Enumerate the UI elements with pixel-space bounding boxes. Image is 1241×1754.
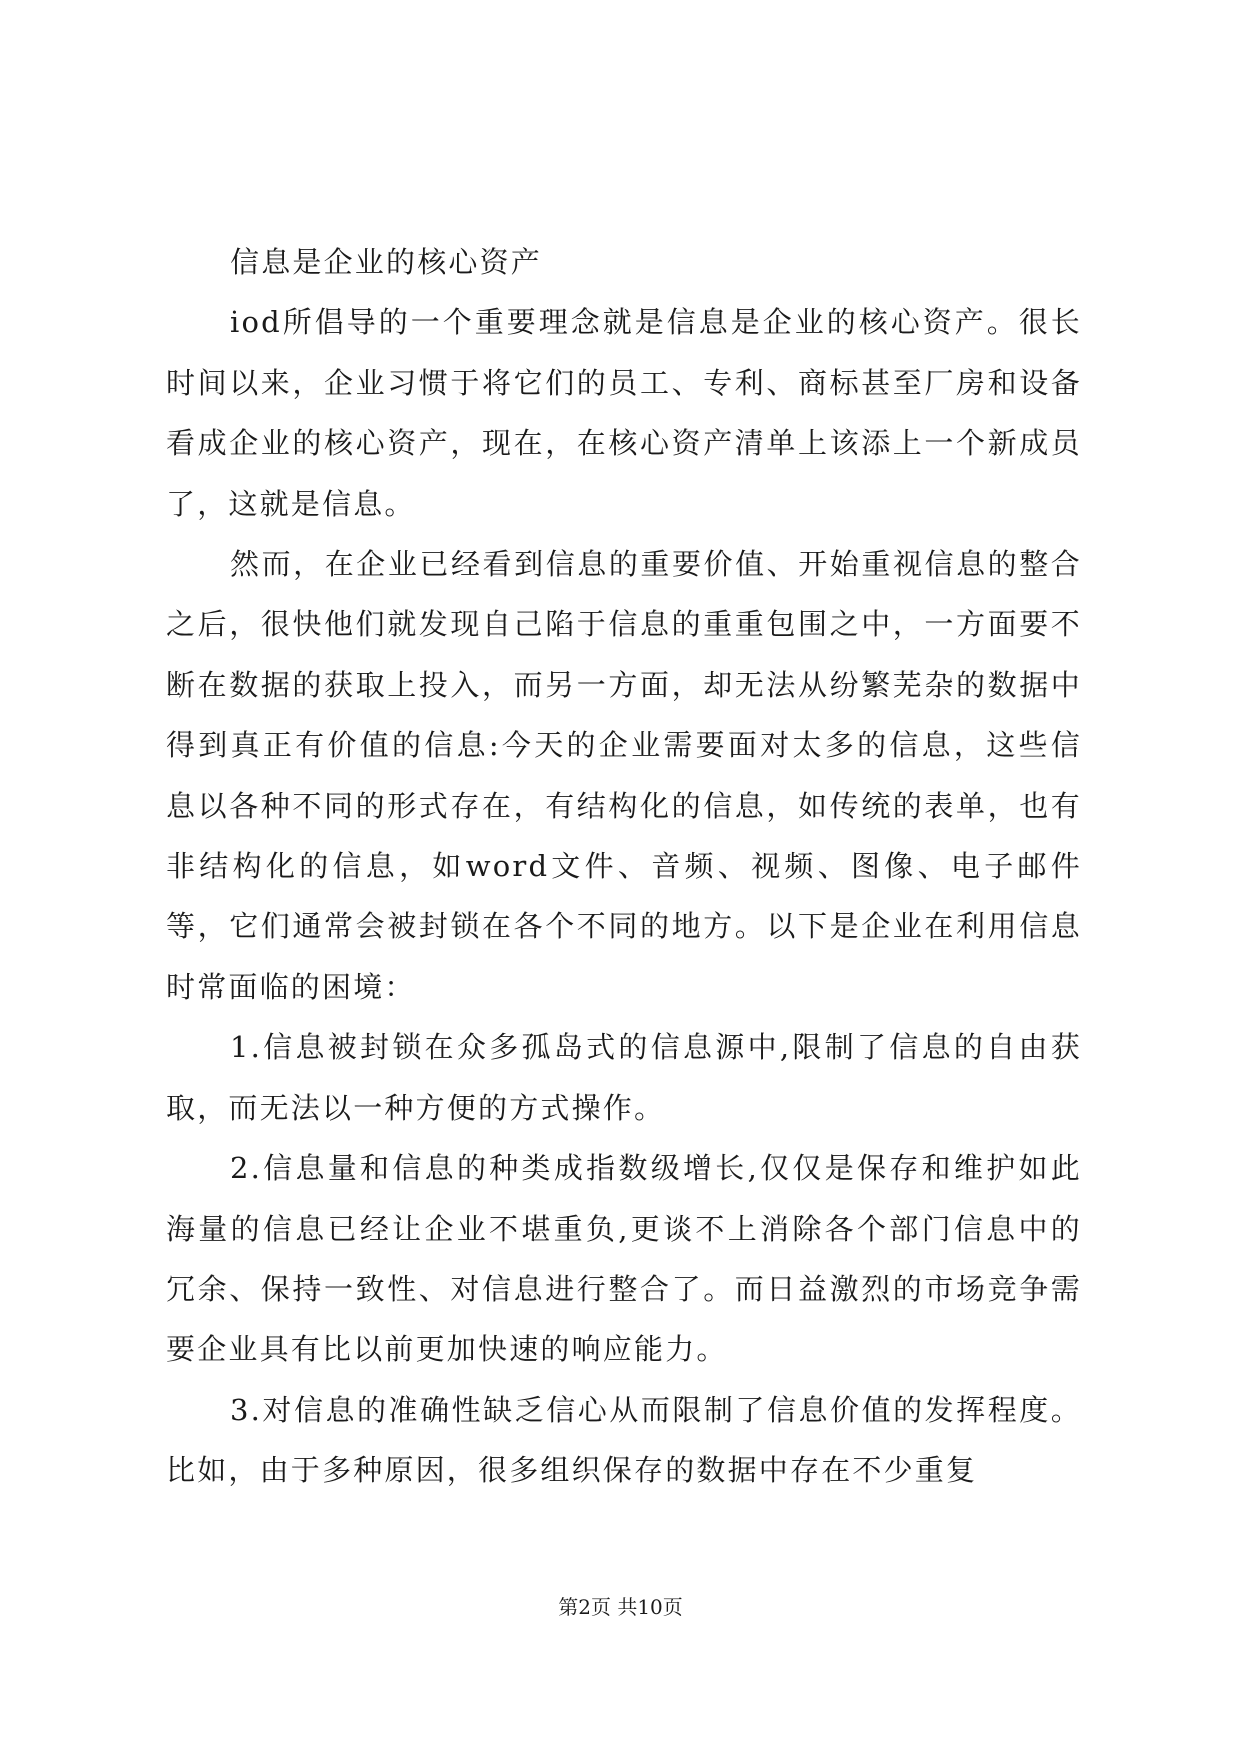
list-item-1: 1.信息被封锁在众多孤岛式的信息源中,限制了信息的自由获取，而无法以一种方便的方式操作。: [166, 1030, 1082, 1125]
section-heading: 信息是企业的核心资产: [230, 245, 543, 279]
page-number-footer: 第2页 共10页: [558, 1595, 683, 1619]
list-item-2: 2.信息量和信息的种类成指数级增长,仅仅是保存和维护如此海量的信息已经让企业不堪重负,更谈不上消除各个部门信息中的冗余、保持一致性、对信息进行整合了。而日益激烈的市场竞争需要企业具有比以前更加快速的响应能力。: [166, 1151, 1082, 1367]
paragraph-intro: iod所倡导的一个重要理念就是信息是企业的核心资产。很长时间以来，企业习惯于将它们的员工、专利、商标甚至厂房和设备看成企业的核心资产，现在，在核心资产清单上该添上一个新成员了，这就是信息。: [166, 305, 1082, 521]
paragraph-challenges: 然而，在企业已经看到信息的重要价值、开始重视信息的整合之后，很快他们就发现自己陷于信息的重重包围之中，一方面要不断在数据的获取上投入，而另一方面，却无法从纷繁芜杂的数据中得到真正有价值的信息:今天的企业需要面对太多的信息，这些信息以各种不同的形式存在，有结构化的信息，如传统的表单，也有非结构化的信息，如word文件、音频、视频、图像、电子邮件等，它们通常会被封锁在各个不同的地方。以下是企业在利用信息时常面临的困境：: [166, 547, 1082, 1004]
list-item-3: 3.对信息的准确性缺乏信心从而限制了信息价值的发挥程度。比如，由于多种原因，很多组织保存的数据中存在不少重复: [166, 1392, 1082, 1488]
document-body: [166, 232, 1082, 1501]
